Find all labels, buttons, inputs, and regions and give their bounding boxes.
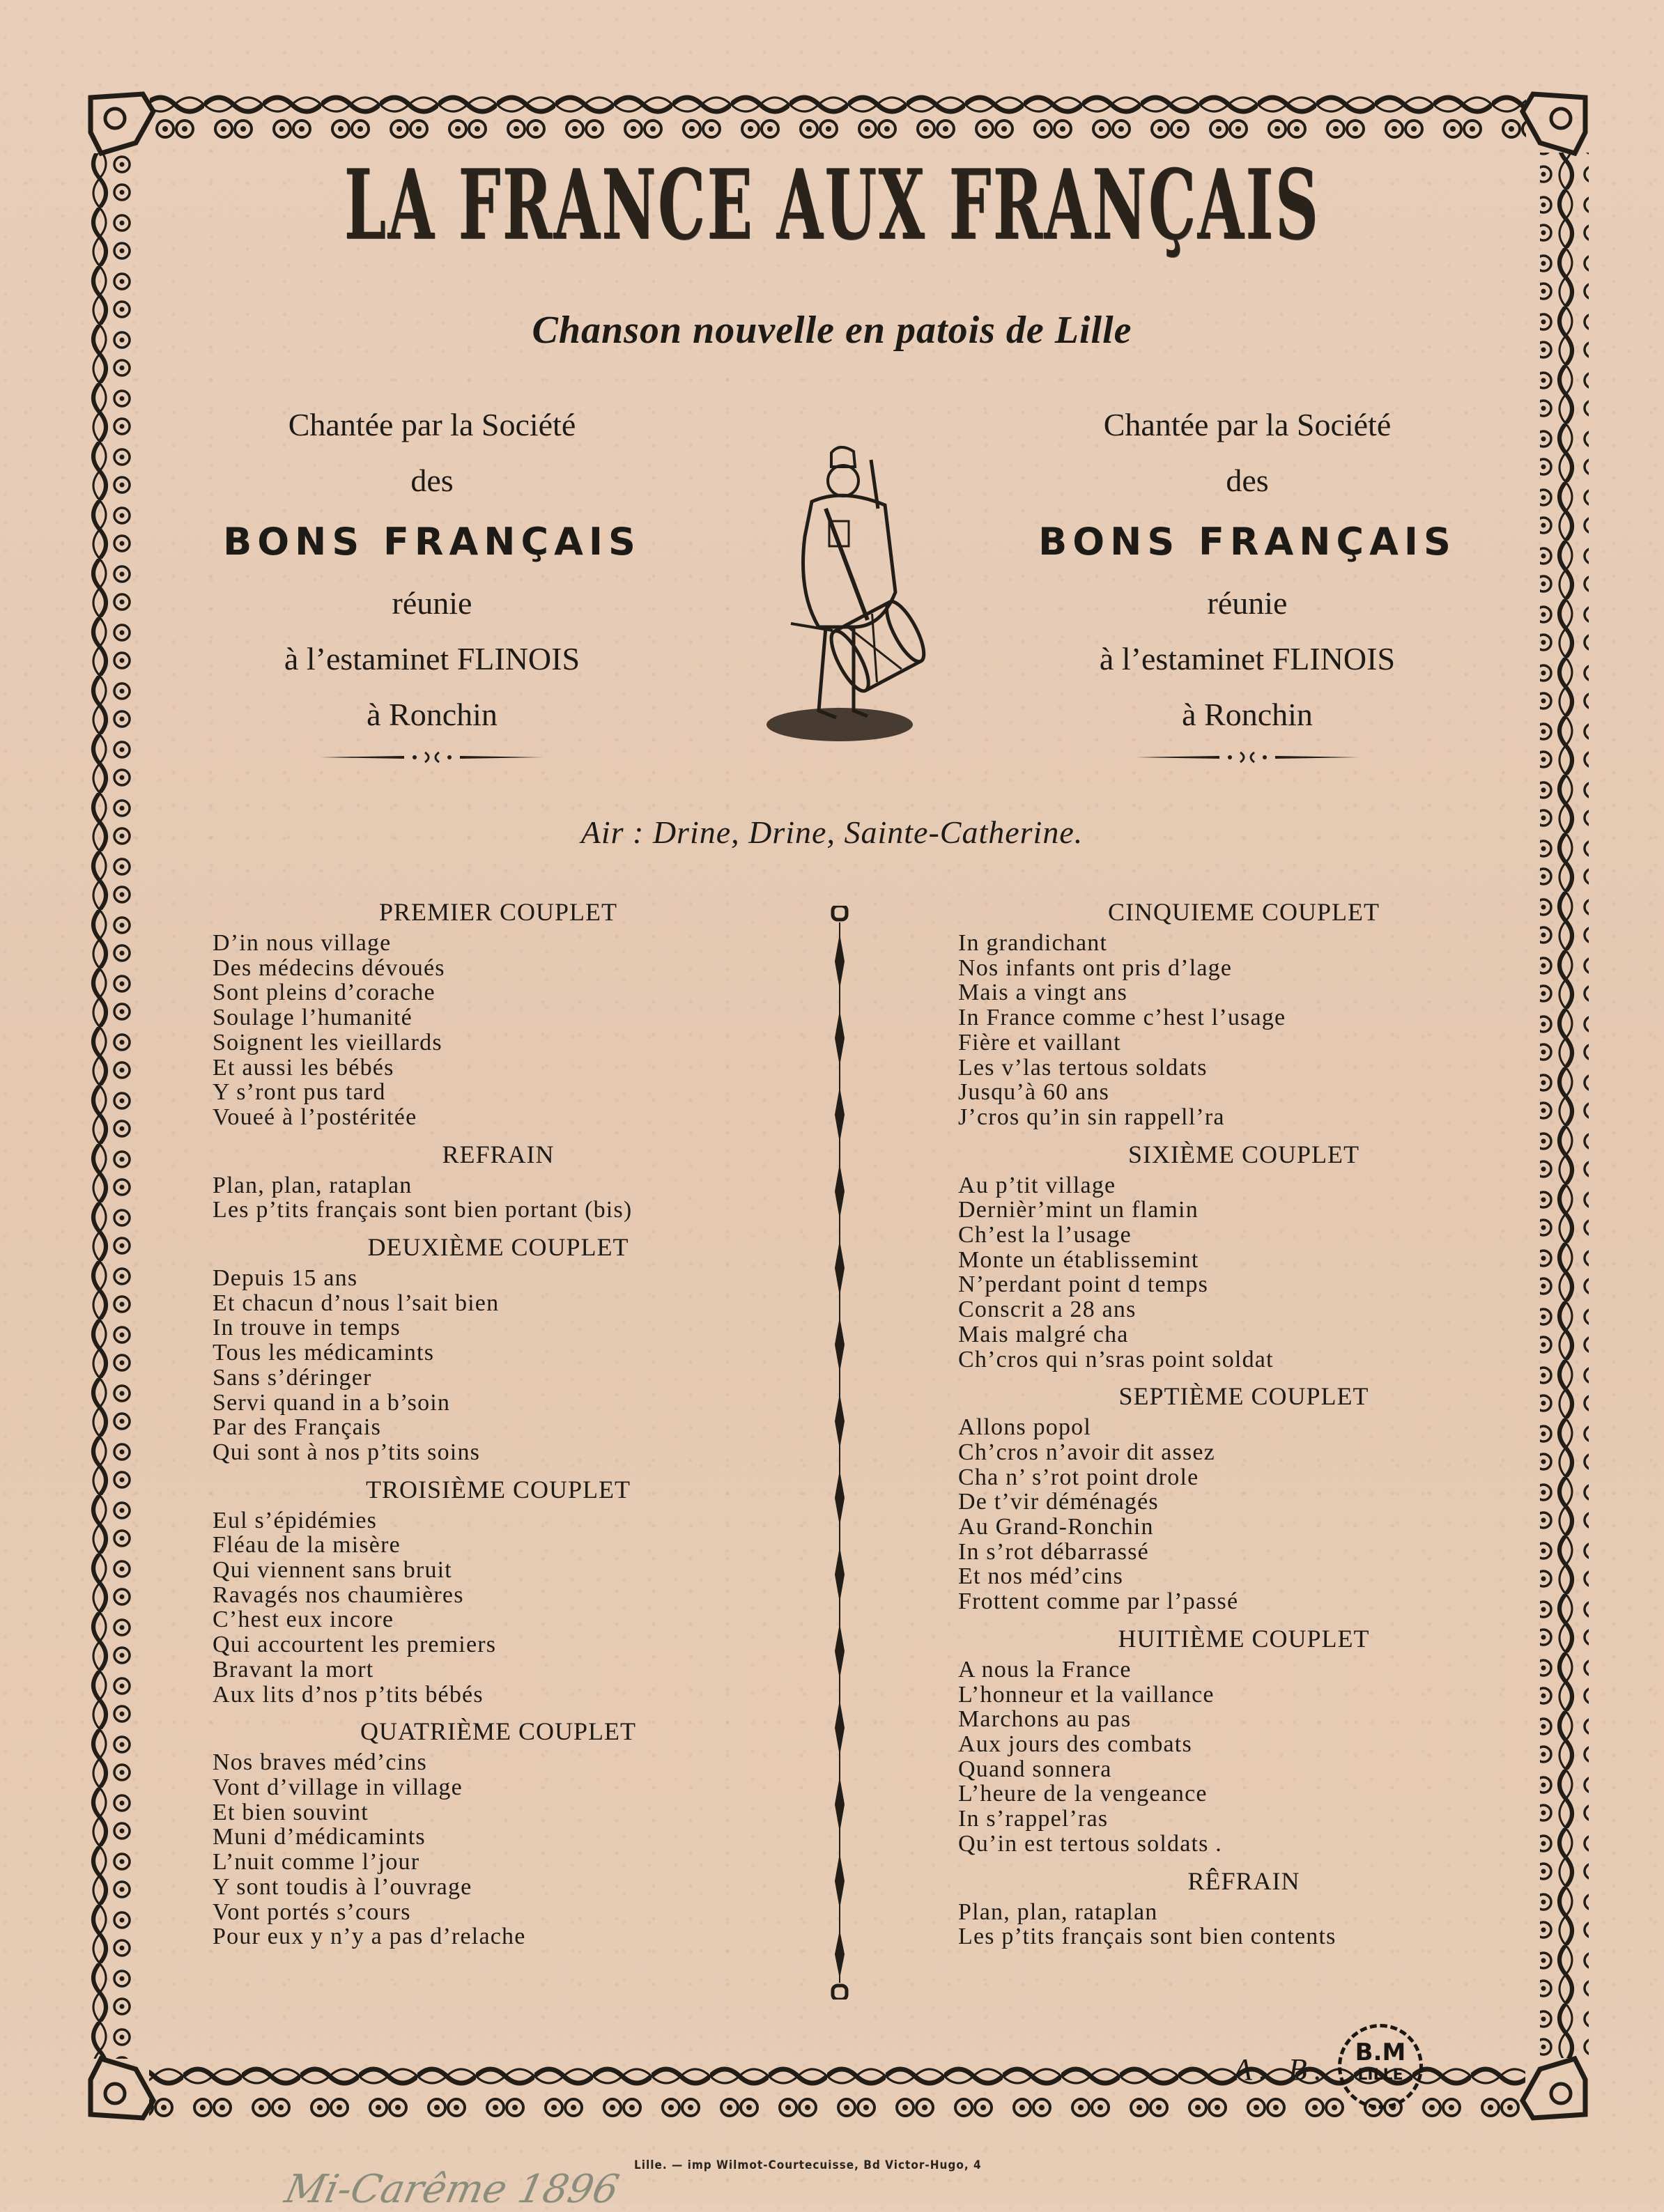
stanza: [958, 1862, 1530, 1949]
verse-line: In trouve in temps: [213, 1315, 401, 1341]
stanza-heading: SEPTIÈME COUPLET: [1118, 1382, 1369, 1411]
page-title: LA FRANCE AUX FRANÇAIS: [344, 148, 1320, 261]
verse-line: Au Grand-Ronchin: [958, 1514, 1154, 1540]
verse-line: Les v’las tertous soldats: [958, 1054, 1208, 1081]
verse-line: Marchons au pas: [958, 1706, 1132, 1733]
verse-line: Ravagés nos chaumières: [213, 1581, 464, 1608]
verse-line: Tous les médicamints: [213, 1340, 435, 1366]
verse-line: De t’vir déménagés: [958, 1489, 1159, 1515]
society-line: à l’estaminet FLINOIS: [284, 641, 580, 676]
verse-line: Les p’tits français sont bien portant (bis): [213, 1197, 633, 1223]
verse-line: Monte un établissemint: [958, 1246, 1199, 1273]
verse-line: Jusqu’à 60 ans: [958, 1079, 1109, 1106]
verse-line: Y s’ront pus tard: [213, 1079, 386, 1106]
verse-line: Vont portés s’cours: [213, 1898, 411, 1925]
verse-line: Au p’tit village: [958, 1172, 1116, 1198]
verse-line: In s’rappel’ras: [958, 1806, 1109, 1832]
verse-line: Vont d’village in village: [213, 1774, 463, 1800]
stanza-heading: REFRAIN: [442, 1140, 555, 1168]
verse-line: Servi quand in a b’soin: [213, 1389, 451, 1416]
stamp-line: LILLE: [1357, 2066, 1403, 2084]
verse-line: In s’rot débarrassé: [958, 1538, 1149, 1565]
verse-line: Aux lits d’nos p’tits bébés: [213, 1681, 484, 1708]
verse-line: Y sont toudis à l’ouvrage: [213, 1873, 472, 1900]
verse-line: Quand sonnera: [958, 1756, 1112, 1782]
verse-line: Nos infants ont pris d’lage: [958, 954, 1233, 981]
verse-line: Les p’tits français sont bien contents: [958, 1924, 1336, 1950]
society-line: Chantée par la Société: [1103, 407, 1392, 442]
verse-line: Par des Français: [213, 1414, 382, 1441]
verse-line: In grandichant: [958, 930, 1108, 956]
verse-line: Fière et vaillant: [958, 1029, 1121, 1055]
verse-line: J’cros qu’in sin rappell’ra: [958, 1104, 1225, 1130]
verse-line: Aux jours des combats: [958, 1731, 1192, 1757]
society-block-right: [996, 397, 1498, 768]
society-line: des: [410, 463, 454, 498]
verse-line: A nous la France: [958, 1656, 1132, 1683]
society-name: BONS FRANÇAIS: [1038, 520, 1456, 564]
stanza: [958, 893, 1530, 1130]
verse-line: C’hest eux incore: [213, 1607, 394, 1633]
stanza: [213, 1228, 784, 1465]
verse-line: Soulage l’humanité: [213, 1005, 413, 1031]
stanza-heading: RÊFRAIN: [1187, 1866, 1300, 1895]
stanza-heading: CINQUIEME COUPLET: [1108, 898, 1380, 926]
verse-line: Cha n’ s’rot point drole: [958, 1464, 1199, 1490]
verse-line: Plan, plan, rataplan: [958, 1898, 1158, 1925]
verse-line: Et bien souvint: [213, 1799, 369, 1825]
verse-line: Ch’cros n’avoir dit assez: [958, 1439, 1215, 1465]
stanza: [958, 1377, 1530, 1614]
society-line: Chantée par la Société: [288, 407, 576, 442]
stanza: [958, 1136, 1530, 1372]
verse-line: Allons popol: [958, 1414, 1092, 1441]
stanza-heading: SIXIÈME COUPLET: [1128, 1140, 1359, 1168]
stanza-heading: TROISIÈME COUPLET: [366, 1475, 631, 1503]
stanza-heading: HUITIÈME COUPLET: [1118, 1624, 1370, 1653]
verse-line: Fléau de la misère: [213, 1532, 401, 1559]
verse-line: Sont pleins d’corache: [213, 980, 436, 1006]
verse-line: Depuis 15 ans: [213, 1265, 358, 1292]
verse-line: Ch’cros qui n’sras point soldat: [958, 1346, 1274, 1372]
stanza: [213, 1471, 784, 1708]
society-line: à Ronchin: [367, 697, 498, 732]
flourish-divider-icon: [1136, 750, 1359, 765]
verse-line: Qui accourtent les premiers: [213, 1632, 497, 1658]
tune-reference: Air : Drine, Drine, Sainte-Catherine.: [580, 814, 1084, 850]
society-line: des: [1226, 463, 1269, 498]
flourish-divider-icon: [321, 750, 544, 765]
society-line: réunie: [392, 585, 472, 621]
verse-line: Plan, plan, rataplan: [213, 1172, 413, 1198]
column-divider-ornament-icon: [829, 906, 850, 2000]
verse-line: Des médecins dévoués: [213, 954, 445, 981]
stanza: [213, 1712, 784, 1949]
verse-line: Ch’est la l’usage: [958, 1222, 1132, 1248]
verse-line: Et nos méd’cins: [958, 1563, 1124, 1590]
verse-line: Conscrit a 28 ans: [958, 1297, 1137, 1323]
verse-line: Qui viennent sans bruit: [213, 1557, 452, 1584]
verse-line: Pour eux y n’y a pas d’relache: [213, 1924, 526, 1950]
verse-line: Sans s’déringer: [213, 1364, 372, 1391]
society-name: BONS FRANÇAIS: [223, 520, 641, 564]
printer-imprint: Lille. — imp Wilmot-Courtecuisse, Bd Victor-Hugo, 4: [634, 2158, 982, 2172]
verse-line: Muni d’médicamints: [213, 1824, 426, 1850]
verse-line: Qui sont à nos p’tits soins: [213, 1439, 481, 1465]
stanza: [958, 1620, 1530, 1857]
verse-line: Frottent comme par l’passé: [958, 1588, 1239, 1615]
verse-line: N’perdant point d temps: [958, 1271, 1209, 1298]
stanza-heading: PREMIER COUPLET: [378, 898, 618, 926]
verses-right-column: [958, 893, 1530, 1955]
society-line: à Ronchin: [1182, 697, 1313, 732]
society-block-left: [181, 397, 683, 768]
handwritten-note: Mi-Carême 1896: [281, 2167, 623, 2212]
stanza-heading: DEUXIÈME COUPLET: [367, 1233, 629, 1262]
stanza: [213, 1136, 784, 1223]
verses-left-column: [213, 893, 784, 1955]
verse-line: Mais a vingt ans: [958, 980, 1128, 1006]
verse-line: D’in nous village: [213, 930, 392, 956]
library-stamp: [1338, 2024, 1423, 2109]
page-subtitle: Chanson nouvelle en patois de Lille: [532, 309, 1132, 352]
stanza: [213, 893, 784, 1130]
stamp-line: B.M: [1355, 2039, 1406, 2066]
verse-line: Bravant la mort: [213, 1656, 374, 1683]
verse-line: L’nuit comme l’jour: [213, 1849, 420, 1875]
verse-line: Mais malgré cha: [958, 1321, 1129, 1347]
society-line: réunie: [1207, 585, 1288, 621]
verse-line: Et chacun d’nous l’sait bien: [213, 1290, 500, 1316]
verse-line: Dernièr’mint un flamin: [958, 1197, 1199, 1223]
stanza-heading: QUATRIÈME COUPLET: [360, 1717, 636, 1746]
verse-line: Qu’in est tertous soldats .: [958, 1830, 1222, 1857]
verse-line: L’heure de la vengeance: [958, 1781, 1208, 1807]
verse-line: Nos braves méd’cins: [213, 1749, 427, 1776]
society-line: à l’estaminet FLINOIS: [1099, 641, 1396, 676]
verse-line: L’honneur et la vaillance: [958, 1681, 1215, 1708]
drummer-illustration-icon: [749, 418, 930, 745]
verse-line: Soignent les vieillards: [213, 1029, 442, 1055]
author-signature: A. B.: [1233, 2052, 1329, 2087]
verse-line: In France comme c’hest l’usage: [958, 1005, 1286, 1031]
verse-line: Voueé à l’postéritée: [213, 1104, 417, 1130]
verse-line: Et aussi les bébés: [213, 1054, 394, 1081]
verse-line: Eul s’épidémies: [213, 1507, 378, 1533]
